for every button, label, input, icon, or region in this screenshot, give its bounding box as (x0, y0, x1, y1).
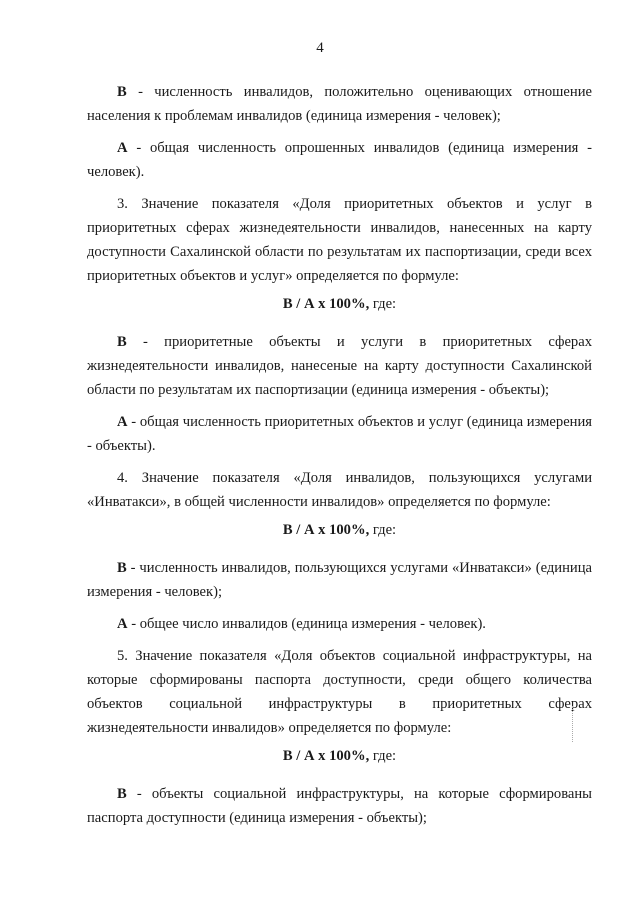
variable-label: В (117, 786, 127, 802)
definition-b-paragraph (87, 556, 592, 604)
formula-line (87, 744, 592, 768)
document-body (87, 80, 592, 838)
definition-a-paragraph (87, 612, 592, 636)
variable-label: А (117, 140, 128, 156)
variable-label: А (117, 616, 128, 632)
formula-expression: В / А х 100%, (282, 296, 370, 312)
page-number: 4 (316, 40, 324, 56)
definition-text: - общее число инвалидов (единица измерения - человек). (127, 616, 486, 632)
definition-text: - объекты социальной инфраструктуры, на которые сформированы паспорта доступности (единица измерения - объекты); (87, 786, 592, 826)
definition-text: - общая численность опрошенных инвалидов (единица измерения - человек). (87, 140, 592, 180)
variable-label: В (117, 334, 127, 350)
formula-expression: В / А х 100%, (282, 748, 370, 764)
formula-suffix: где: (369, 748, 397, 764)
formula-expression: В / А х 100%, (282, 522, 370, 538)
formula-suffix: где: (369, 522, 397, 538)
definition-a-paragraph (87, 410, 592, 458)
formula-line (87, 518, 592, 542)
scan-artifact-line (572, 706, 574, 742)
variable-label: В (117, 560, 127, 576)
formula-suffix: где: (369, 296, 397, 312)
definition-text: - приоритетные объекты и услуги в приоритетных сферах жизнедеятельности инвалидов, нанесеные на карту доступности Сахалинской области по результатам их паспортизации (единица измерения - объекты); (87, 334, 592, 398)
variable-label: В (117, 84, 127, 100)
indicator-4-paragraph: 4. Значение показателя «Доля инвалидов, пользующихся услугами «Инватакси», в общей численности инвалидов» определяется по формуле: (87, 470, 592, 510)
definition-text: - численность инвалидов, положительно оценивающих отношение населения к проблемам инвалидов (единица измерения - человек); (87, 84, 592, 124)
definition-a-paragraph (87, 136, 592, 184)
definition-b-paragraph (87, 782, 592, 830)
variable-label: А (117, 414, 128, 430)
indicator-3-paragraph: 3. Значение показателя «Доля приоритетных объектов и услуг в приоритетных сферах жизнедеятельности инвалидов, нанесенных на карту доступности Сахалинской области по результатам их паспортизации, среди всех приоритетных объектов и услуг» определяется по формуле: (87, 196, 592, 284)
definition-text: - численность инвалидов, пользующихся услугами «Инватакси» (единица измерения - человек); (87, 560, 592, 600)
indicator-5-paragraph: 5. Значение показателя «Доля объектов социальной инфраструктуры, на которые сформированы паспорта доступности, среди общего количества объектов социальной инфраструктуры в приоритетных сферах жизнедеятельности инвалидов» определяется по формуле: (87, 648, 592, 736)
definition-b-paragraph (87, 80, 592, 128)
definition-text: - общая численность приоритетных объектов и услуг (единица измерения - объекты). (87, 414, 592, 454)
definition-b-paragraph (87, 330, 592, 402)
formula-line (87, 292, 592, 316)
